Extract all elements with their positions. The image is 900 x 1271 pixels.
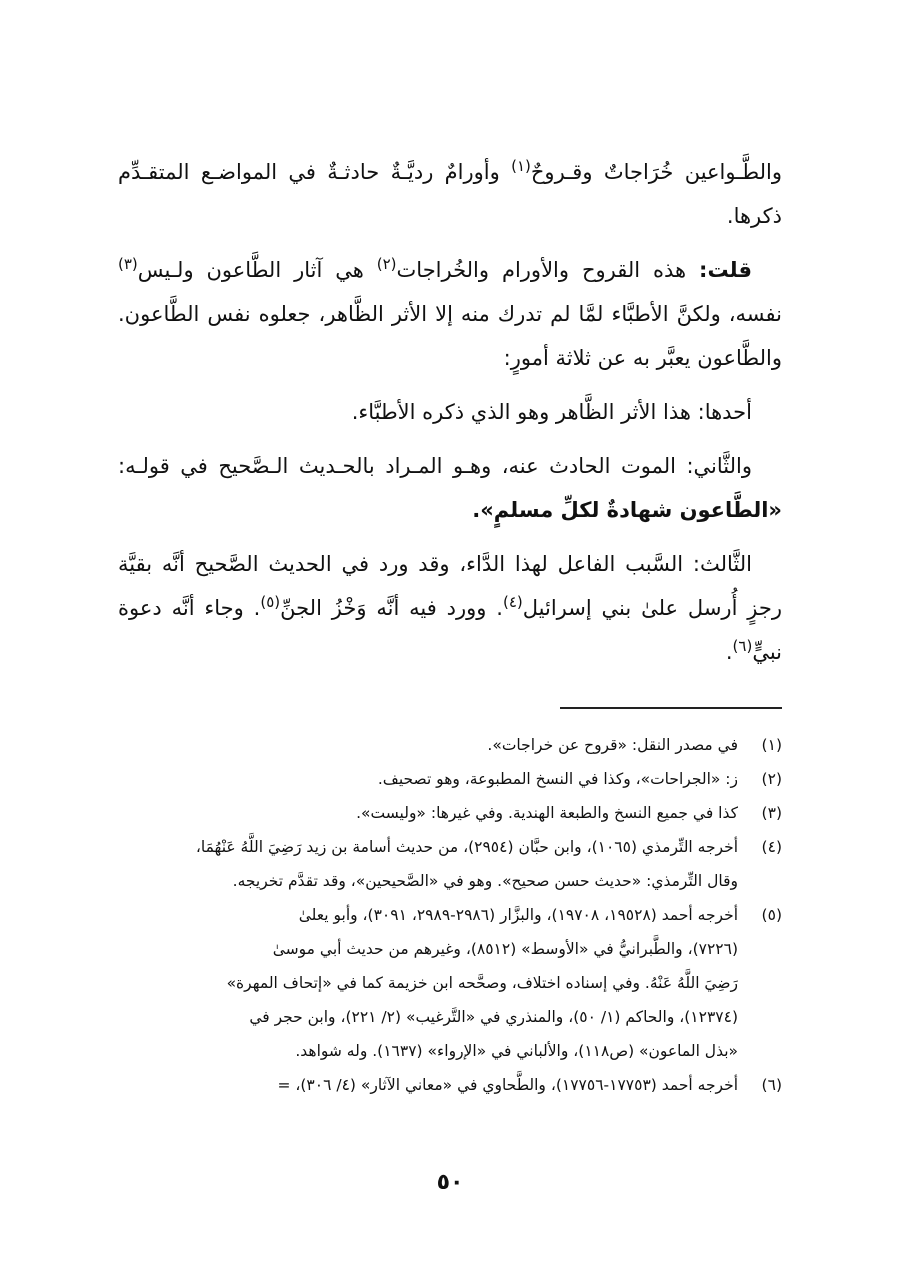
paragraph-3 [118, 390, 782, 434]
footnote-5-cont [118, 1000, 782, 1034]
footnote-1 [118, 728, 782, 762]
footnote-line: كذا في جميع النسخ والطبعة الهندية. وفي غيرها: «وليست». [356, 804, 738, 822]
footnote-separator [560, 707, 782, 709]
footnote-number: (٥) [761, 906, 782, 924]
footnote-4-cont [118, 864, 782, 898]
p2-text-2: هي آثار الطَّاعون ولـيس [137, 258, 377, 282]
p4-text: والثَّاني: الموت الحادث عنه، وهـو المـراد بالحـديث الـصَّحيح في قولـه: [118, 454, 752, 478]
paragraph-5 [118, 542, 782, 674]
p5-text-4: . [725, 640, 733, 664]
p1-text: والطَّـواعين خُرَاجاتٌ وقـروحٌ [530, 160, 782, 184]
footnote-line: رَضِيَ اللَّهُ عَنْهُ. وفي إسناده اختلاف، وصحَّحه ابن خزيمة كما في «إتحاف المهرة» [226, 974, 738, 992]
footnote-line: (٧٢٢٦)، والطَّبرانيُّ في «الأوسط» (٨٥١٢)، وغيرهم من حديث أبي موسىٰ [272, 940, 738, 958]
p5-text-3: . وجاء أنَّه دعوة نبيٍّ [118, 596, 782, 664]
hadith-quote: «الطَّاعون شهادةٌ لكلِّ مسلمٍ». [472, 498, 782, 522]
footnote-2 [118, 762, 782, 796]
footnote-ref-5[interactable]: (٥) [260, 593, 281, 611]
p2-text: هذه القروح والأورام والخُراجات [396, 258, 700, 282]
footnote-line: في مصدر النقل: «قروح عن خراجات». [487, 736, 738, 754]
footnote-line: وقال التِّرمذي: «حديث حسن صحيح». وهو في «الصَّحيحين»، وقد تقدَّم تخريجه. [232, 872, 738, 890]
footnote-3 [118, 796, 782, 830]
footnote-number: (١) [761, 736, 782, 754]
footnote-5-cont [118, 966, 782, 1000]
footnote-number: (٤) [761, 838, 782, 856]
footnote-6 [118, 1068, 782, 1102]
footnote-line: أخرجه أحمد (١٧٧٥٣-١٧٧٥٦)، والطَّحاوي في «معاني الآثار» (٤/ ٣٠٦)، = [277, 1076, 738, 1094]
footnote-5-cont [118, 1034, 782, 1068]
footnote-ref-1[interactable]: (١) [511, 157, 531, 175]
paragraph-2 [118, 248, 782, 380]
p2-lead: قلت: [699, 258, 752, 282]
footnote-number: (٢) [761, 770, 782, 788]
p5-text: الثَّالث: السَّبب الفاعل لهذا الدَّاء، وقد ورد في الحديث الصَّحيح أنَّه بقيَّة رجزٍ أُرسل علىٰ بني إسرائيل [118, 552, 782, 620]
footnote-ref-2[interactable]: (٢) [376, 255, 397, 273]
footnote-line: «بذل الماعون» (ص١١٨)، والألباني في «الإرواء» (١٦٣٧). وله شواهد. [295, 1042, 738, 1060]
footnote-ref-3[interactable]: (٣) [118, 255, 138, 273]
footnote-line: أخرجه أحمد (١٩٥٢٨، ١٩٧٠٨)، والبزَّار (٢٩٨٦-٢٩٨٩، ٣٠٩١)، وأبو يعلىٰ [298, 906, 738, 924]
page-number: ٥٠ [436, 1170, 464, 1195]
p3-text: أحدها: هذا الأثر الظَّاهر وهو الذي ذكره الأطبَّاء. [351, 400, 752, 424]
paragraph-1 [118, 150, 782, 238]
footnote-4 [118, 830, 782, 864]
footnote-line: (١٢٣٧٤)، والحاكم (١/ ٥٠)، والمنذري في «التَّرغيب» (٢/ ٢٢١)، وابن حجر في [249, 1008, 738, 1026]
footnote-5 [118, 898, 782, 932]
footnote-5-cont [118, 932, 782, 966]
p2-text-3: نفسه، ولكنَّ الأطبَّاء لمَّا لم تدرك منه إلا الأثر الظَّاهر، جعلوه نفس الطَّاعون. والطَّاعون يعبَّر به عن ثلاثة أمورٍ: [118, 302, 782, 370]
footnote-number: (٣) [761, 804, 782, 822]
footnote-ref-6[interactable]: (٦) [732, 637, 753, 655]
footnote-line: أخرجه التِّرمذي (١٠٦٥)، وابن حبَّان (٢٩٥٤)، من حديث أسامة بن زيد رَضِيَ اللَّهُ عَنْهُمَا، [195, 838, 738, 856]
footnote-ref-4[interactable]: (٤) [502, 593, 523, 611]
main-text [118, 150, 782, 684]
footnotes [118, 728, 782, 1102]
p5-text-2: . وورد فيه أنَّه وَخْزُ الجنِّ [280, 596, 503, 620]
footnote-number: (٦) [761, 1076, 782, 1094]
footnote-line: ز: «الجراحات»، وكذا في النسخ المطبوعة، وهو تصحيف. [377, 770, 738, 788]
p1-text-2: وأورامٌ رديَّـةٌ حادثـةٌ في المواضـع المتقـدِّم ذكرها. [118, 160, 782, 228]
paragraph-4 [118, 444, 782, 532]
